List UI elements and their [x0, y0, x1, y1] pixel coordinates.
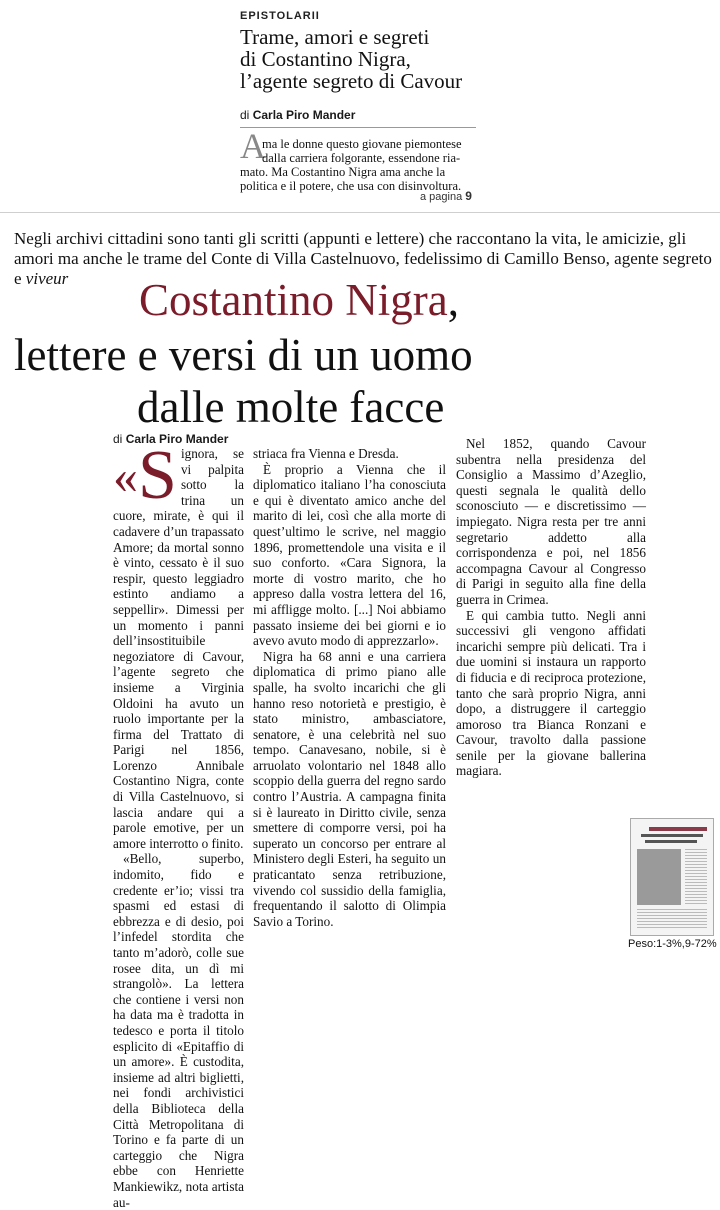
article-paragraph-text: ignora, se vi palpita sotto la trina un cuore, mirate, è qui il cadavere d’un trapassato Amore; da mortal sonno è vinto, cessato è il suo respir, questo leggiadro estinto andiamo a seppellir». Dimessi per un momento i panni dell’insostituibile negoziatore di Cavour, l’agente segreto che insieme a Virginia Oldoini ha avuto un ruolo importante per la firma del Trattato di Parigi nel 1856, Lorenzo Annibale Costantino Nigra, conte di Villa Castelnuovo, si lascia andare qui a parole emotive, per un amore interrotto o finito.	[113, 446, 244, 851]
article-paragraph: «Bello, superbo, indomito, fido e credente er’io; vissi tra spasmi ed estasi di ebbrezza e di desio, poi l’infedel stordita che tanto m’adorò, colle sue rosee dita, un dì mi strangolò». La lettera che contiene i versi non ha data ma è tradotta in tedesco e porta il titolo esplicito di «Epitaffio di un amore». È custodita, insieme ad altri biglietti, nei fondi archivistici della Biblioteca della Città Metropolitana di Torino e fa parte di un carteggio che Nigra ebbe con Henriette Mankiewikz, nota artista au-	[113, 851, 244, 1210]
teaser-title-line: di Costantino Nigra,	[240, 47, 411, 71]
section-divider	[0, 212, 720, 213]
teaser-title-line: Trame, amori e segreti	[240, 25, 430, 49]
kicker-text: Negli archivi cittadini sono tanti gli scritti (appunti e lettere) che raccontano la vita, le amicizie, gli amori ma anche le trame del Conte di Villa Castelnuovo, fedelissimo di Camillo Benso, agente segreto e	[14, 229, 712, 288]
headline-line-2: lettere e versi di un uomo	[14, 330, 473, 380]
teaser-text-rest: mato. Ma Costantino Nigra ama anche la politica e il potere, che usa con disinvoltura.	[240, 165, 462, 193]
drop-cap-quote: «	[113, 448, 138, 504]
kicker-italic-word: viveur	[25, 269, 69, 288]
article-column-2	[253, 446, 446, 929]
thumbnail-text	[685, 849, 707, 905]
article-paragraph: striaca fra Vienna e Dresda.	[253, 446, 399, 461]
drop-cap-letter: S	[138, 437, 177, 514]
thumbnail-line	[641, 834, 703, 837]
headline-name: Costantino Nigra	[139, 275, 448, 325]
teaser-drop-cap: A	[240, 126, 266, 166]
article-paragraph: E qui cambia tutto. Negli anni successivi gli vengono affidati incarichi sempre più delicati. Tra i due uomini si instaura un rapporto di fiducia e di reciproca protezione, tanto che sarà proprio Nigra, anni dopo, a distruggere il carteggio amoroso tra Bianca Ronzani e Cavour, travolto dalla passione senile per la giovane ballerina magiara.	[456, 607, 646, 779]
page-thumbnail	[630, 818, 714, 936]
byline-author: Carla Piro Mander	[125, 432, 229, 446]
thumbnail-text	[637, 909, 707, 929]
teaser-text	[240, 137, 484, 193]
teaser-byline-author: Carla Piro Mander	[252, 108, 356, 122]
teaser-divider	[240, 127, 476, 128]
thumbnail-image	[637, 849, 681, 905]
headline-line-3: dalle molte facce	[137, 382, 445, 432]
page-reference-label: a pagina	[420, 191, 463, 203]
weight-label: Peso:1-3%,9-72%	[628, 938, 717, 950]
byline-prefix: di	[113, 432, 123, 446]
headline-line-1	[139, 276, 459, 324]
article-paragraph: Nel 1852, quando Cavour subentra nella presidenza del Consiglio a Massimo d’Azeglio, questi segnala le qualità dello sconosciuto — e discretissimo — impiegato. Nigra resta per tre anni segretario addetto alla corrispondenza e poi, nel 1856 accompagna Cavour al Congresso di Parigi in seguito alla fine della guerra in Crimea.	[456, 436, 646, 607]
teaser-byline-prefix: di	[240, 108, 250, 122]
article-paragraph: Nigra ha 68 anni e una carriera diplomatica di primo piano alle spalle, ha svolto incarichi che gli hanno reso notorietà e prestigio, è stato ministro, ambasciatore, senatore, è una celebrità nel suo tempo. Canavesano, nobile, si è arruolato volontario nel 1848 allo scoppio della guerra del regno sardo contro l’Austria. A campagna finita si è laureato in Diritto civile, senza smettere di comporre versi, poi ha superato un concorso per entrare al Ministero degli Esteri, ha seguito un praticantato senza retribuzione, vivendo col sussidio della famiglia, frequentando il salotto di Olimpia Savio a Torino.	[253, 648, 446, 929]
headline-comma: ,	[447, 275, 459, 325]
article-paragraph: È proprio a Vienna che il diplomatico italiano l’ha conosciuta e qui è diventato amico anche del marito di lei, così che alla morte di quest’ultimo le scrive, nel maggio 1896, promettendole una visita e il suo conforto. «Cara Signora, la morte di vostro marito, che ho appreso dalla vostra lettera del 16, mi affligge molto. [...] Noi abbiamo passato insieme dei bei giorni e io avevo avuto modo di apprezzarlo».	[253, 461, 446, 649]
article-column-3	[456, 436, 646, 779]
teaser-byline	[240, 108, 355, 122]
teaser-title	[240, 26, 540, 92]
thumbnail-line	[645, 840, 697, 843]
page-reference-number: 9	[465, 189, 472, 203]
teaser-title-line: l’agente segreto di Cavour	[240, 69, 463, 93]
section-label: EPISTOLARII	[240, 10, 320, 22]
page-reference	[420, 189, 472, 203]
teaser-text-line: ma le donne questo giovane piemontese	[262, 137, 462, 151]
teaser-text-line: dalla carriera folgorante, essendone ria-	[262, 151, 461, 165]
thumbnail-headline	[649, 827, 707, 831]
